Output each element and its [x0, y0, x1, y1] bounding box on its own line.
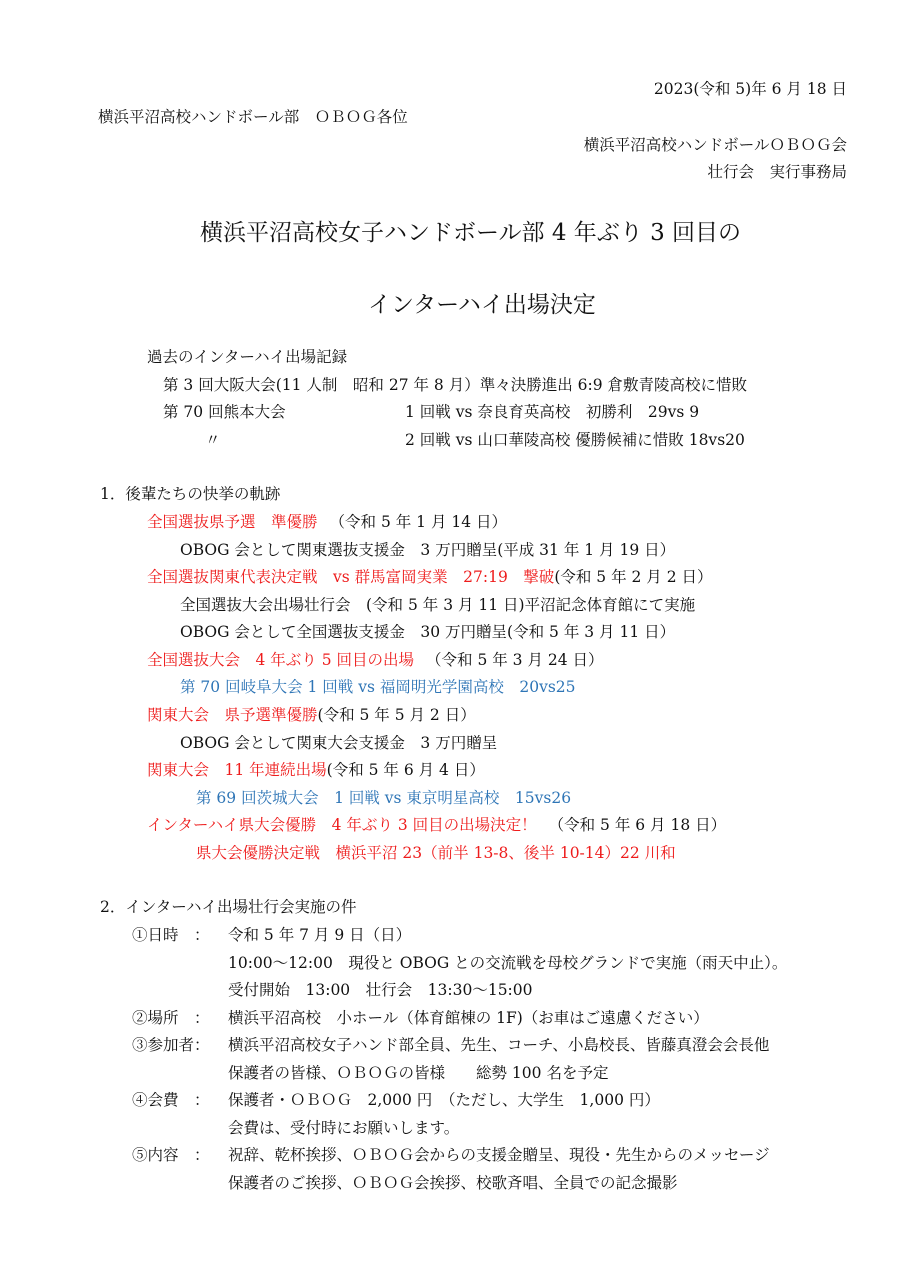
place-label: ②場所 ：	[132, 1009, 210, 1027]
datetime-detail: 10:00～12:00 現役と OBOG との交流戦を母校グランドで実施（雨天中止）。	[228, 954, 788, 972]
addressee: 横浜平沼高校ハンドボール部 ＯＢＯＧ各位	[98, 108, 408, 126]
history-record-2-result: 1 回戦 vs 奈良育英高校 初勝利 29vs 9	[405, 403, 700, 421]
section-1-heading: 1．後輩たちの快挙の軌跡	[100, 485, 281, 503]
datetime-value: 令和 5 年 7 月 9 日（日）	[228, 926, 412, 944]
event-support-note: OBOG 会として全国選抜支援金 30 万円贈呈(令和 5 年 3 月 11 日）	[180, 623, 676, 641]
event-support-note: OBOG 会として関東大会支援金 3 万円贈呈	[180, 734, 498, 752]
attendees-label: ③参加者：	[132, 1036, 210, 1054]
fee-label: ④会費 ：	[132, 1091, 210, 1109]
event-national-selection-tournament	[147, 651, 604, 670]
history-record-1: 第 3 回大阪大会(11 人制 昭和 27 年 8 月）準々決勝進出 6:9 倉敷青陵高校に惜敗	[163, 376, 748, 394]
event-title: 関東大会 県予選準優勝	[147, 706, 318, 724]
event-sendoff-note: 全国選抜大会出場壮行会 (令和 5 年 3 月 11 日)平沼記念体育館にて実施	[180, 596, 696, 614]
event-final-score: 県大会優勝決定戦 横浜平沼 23（前半 13-8、後半 10-14）22 川和	[196, 844, 676, 862]
event-title: 全国選抜県予選 準優勝	[147, 513, 318, 531]
event-title: 全国選抜関東代表決定戦 vs 群馬富岡実業 27:19 撃破	[147, 568, 555, 586]
history-record-3-ditto: 〃	[205, 431, 221, 449]
event-result: 第 70 回岐阜大会 1 回戦 vs 福岡明光学園高校 20vs25	[180, 678, 576, 696]
title-line-1: 横浜平沼高校女子ハンドボール部 4 年ぶり 3 回目の	[200, 220, 742, 246]
event-date: （令和 5 年 3 月 24 日）	[426, 651, 604, 669]
event-national-selection-kanto	[147, 568, 713, 587]
fee-value: 保護者・ＯＢＯＧ 2,000 円 （ただし、大学生 1,000 円）	[228, 1091, 660, 1109]
content-value: 祝辞、乾杯挨拶、ＯＢＯＧ会からの支援金贈呈、現役・先生からのメッセージ	[228, 1146, 770, 1164]
event-kanto-tournament	[147, 761, 485, 780]
event-title: 関東大会 11 年連続出場	[147, 761, 327, 779]
event-kanto-prefectural	[147, 706, 476, 725]
history-record-3-result: 2 回戦 vs 山口華陵高校 優勝候補に惜敗 18vs20	[405, 431, 745, 449]
event-date: （令和 5 年 1 月 14 日）	[329, 513, 508, 531]
sender-organization: 横浜平沼高校ハンドボールＯＢＯＧ会	[583, 136, 847, 154]
content-label: ⑤内容 ：	[132, 1146, 210, 1164]
event-national-selection-prefectural	[147, 513, 507, 532]
event-date: (令和 5 年 5 月 2 日）	[317, 706, 476, 724]
event-title: 全国選抜大会 4 年ぶり 5 回目の出場	[147, 651, 415, 669]
sender-department: 壮行会 実行事務局	[707, 163, 847, 181]
event-date: （令和 5 年 6 月 18 日）	[548, 816, 727, 834]
attendees-detail: 保護者の皆様、ＯＢＯＧの皆様 総勢 100 名を予定	[228, 1064, 609, 1082]
title-line-2: インターハイ出場決定	[368, 292, 596, 318]
section-2-heading: 2．インターハイ出場壮行会実施の件	[100, 898, 357, 916]
datetime-label: ①日時 ：	[132, 926, 210, 944]
fee-note: 会費は、受付時にお願いします。	[228, 1119, 460, 1137]
history-record-2-event: 第 70 回熊本大会	[163, 403, 286, 421]
event-date: (令和 5 年 2 月 2 日）	[554, 568, 713, 586]
datetime-reception: 受付開始 13:00 壮行会 13:30～15:00	[228, 981, 533, 999]
event-interhigh-prefectural	[147, 816, 726, 835]
place-value: 横浜平沼高校 小ホール（体育館棟の 1F)（お車はご遠慮ください）	[228, 1009, 709, 1027]
event-support-note: OBOG 会として関東選抜支援金 3 万円贈呈(平成 31 年 1 月 19 日）	[180, 541, 676, 559]
document-date: 2023(令和 5)年 6 月 18 日	[653, 80, 847, 98]
event-result: 第 69 回茨城大会 1 回戦 vs 東京明星高校 15vs26	[196, 789, 572, 807]
event-title: インターハイ県大会優勝 4 年ぶり 3 回目の出場決定！	[147, 816, 537, 834]
history-heading: 過去のインターハイ出場記録	[147, 348, 348, 366]
content-detail: 保護者のご挨拶、ＯＢＯＧ会挨拶、校歌斉唱、全員での記念撮影	[228, 1174, 678, 1192]
event-date: (令和 5 年 6 月 4 日）	[326, 761, 485, 779]
attendees-value: 横浜平沼高校女子ハンド部全員、先生、コーチ、小島校長、皆藤真澄会会長他	[228, 1036, 770, 1054]
